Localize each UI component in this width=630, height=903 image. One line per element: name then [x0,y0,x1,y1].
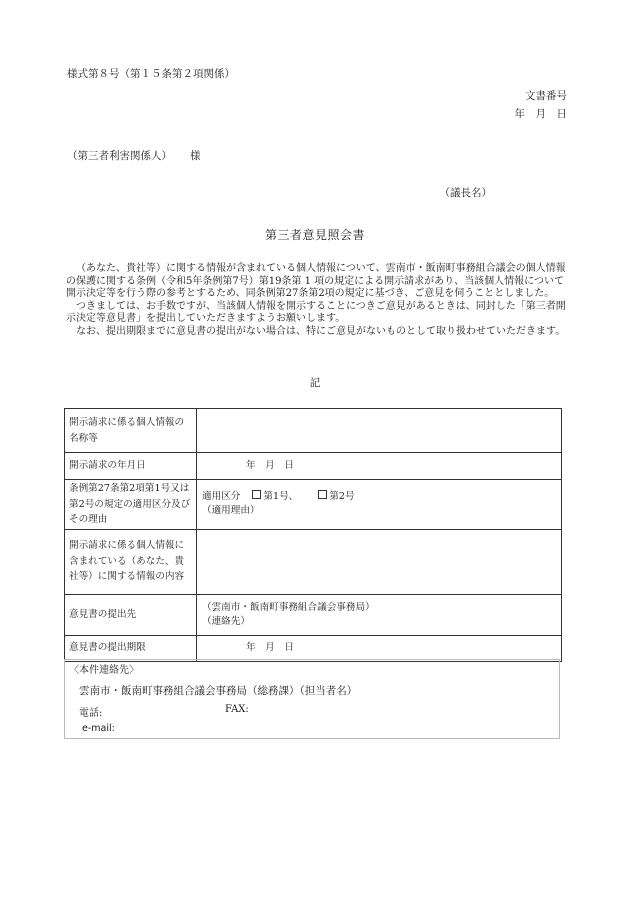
classification-options [202,490,556,504]
addressee-name: （第三者利害関係人） [67,150,172,162]
table-row [65,594,562,635]
contact-box [64,659,560,739]
info-content-field[interactable] [197,529,562,594]
row-label-classification: 条例第27条第2項第1号又は第2号の規定の適用区分及びその理由 [65,480,197,530]
table-row [65,480,562,530]
checkbox-item2[interactable] [318,490,327,499]
row-label-info-content: 開示請求に係る個人情報に含まれている（あなた、貴社等）に関する情報の内容 [65,529,197,594]
ki-heading: 記 [309,377,321,389]
body-paragraph: なお、提出期限までに意見書の提出がない場合は、特にご意見がないものとして取り扱わせていただきます。 [76,325,566,337]
body-text [66,263,570,339]
issue-date: 年 月 日 [514,108,567,120]
table-row [65,635,562,661]
document-title: 第三者意見照会書 [264,228,365,242]
info-name-field[interactable] [197,409,562,453]
deadline-field[interactable] [197,635,562,661]
deadline-value: 年 月 日 [246,642,294,653]
table-row [65,453,562,480]
table-row [65,409,562,453]
classification-field [197,480,562,530]
option-item2-label: 第2号 [329,491,355,503]
form-number: 様式第８号（第１５条第２項関係） [67,68,235,80]
kubun-label: 適用区分 [202,491,241,503]
contact-org: 雲南市・飯南町事務組合議会事務局（総務課）（担当者名） [79,685,358,697]
contact-email-label: e-mail: [82,723,115,734]
inquiry-table [64,408,562,662]
row-label-request-date: 開示請求の年月日 [65,453,197,480]
row-label-submission-dest: 意見書の提出先 [65,594,197,635]
reason-label: （適用理由） [202,505,260,517]
addressee-honorific: 様 [190,150,201,162]
contact-fax-label: FAX: [225,704,249,715]
request-date-field[interactable] [197,453,562,480]
sender-name: （議長名） [439,187,492,199]
addressee [67,148,201,163]
option-item1-label: 第1号、 [263,491,299,503]
body-paragraph: （あなた、貴社等）に関する情報が含まれている個人情報について、雲南市・飯南町事務組合議会の個人情報の保護に関する条例（令和5年条例第7号）第19条第 1 項の規定による開示請求があり、当該個人情報について開示決定等を行う際の参考とするため、同条例第27条第2項の規定に基づき、ご意見を伺うこととしました。 [66,263,566,300]
request-date-value: 年 月 日 [246,460,294,471]
table-row [65,529,562,594]
submission-dest-org: （雲南市・飯南町事務組合議会事務局） [202,601,375,613]
row-label-deadline: 意見書の提出期限 [65,635,197,661]
checkbox-item1[interactable] [252,490,261,499]
document-number: 文書番号 [525,90,567,102]
submission-dest-contact: （連絡先） [202,615,250,627]
submission-dest-field [197,594,562,635]
body-paragraph: つきましては、お手数ですが、当該個人情報を開示することにつきご意見があるときは、同封した「第三者開示決定等意見書」を提出していただきますようお願いします。 [66,300,566,325]
row-label-info-name: 開示請求に係る個人情報の名称等 [65,409,197,453]
contact-tel-label: 電話: [79,708,103,719]
contact-heading: 〈本件連絡先〉 [69,665,139,676]
